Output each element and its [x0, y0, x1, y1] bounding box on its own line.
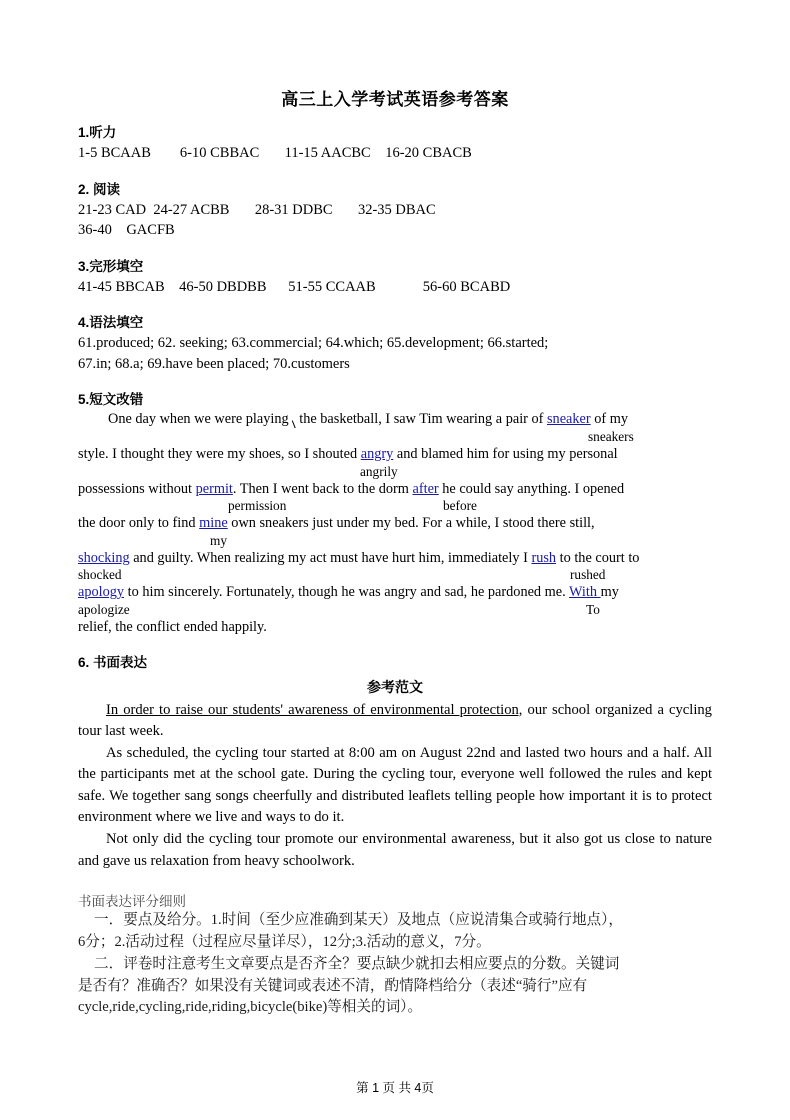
section-heading-grammar: 4.语法填空	[78, 315, 144, 331]
rubric-line-1: 一．要点及给分。1.时间（至少应准确到某天）及地点（应说清集合或骑行地点），	[94, 911, 624, 928]
reading-answers-line-2: 36-40 GACFB	[78, 222, 175, 239]
essay-paragraph-1	[78, 700, 712, 743]
correction-line-5-sub-1: shocked	[78, 567, 122, 583]
correction-line-2-sub: angrily	[360, 463, 398, 479]
essay-paragraph-3-rest: Not only did the cycling tour promote our environmental awareness, but it also got us close to nature and gave us relaxation from heavy schoolwork.	[78, 831, 712, 869]
correction-line-1	[78, 410, 712, 429]
correction-line-7	[78, 618, 712, 637]
correction-line-1-deleted: the	[299, 411, 317, 428]
correction-line-5-subrow	[78, 567, 712, 583]
correction-line-5-post: to the court to	[556, 549, 640, 566]
rubric-line-3: 二．评卷时注意考生文章要点是否齐全？要点缺少就扣去相应要点的分数。关键词	[94, 955, 620, 972]
grammar-answers-line-2: 67.in; 68.a; 69.have been placed; 70.customers	[78, 355, 350, 372]
rubric-line-5: cycle,ride,cycling,ride,riding,bicycle(bike)等相关的词）。	[78, 999, 423, 1016]
correction-line-4-sub: my	[210, 532, 227, 548]
correction-line-2-ins: angry	[360, 446, 394, 463]
correction-passage	[78, 410, 712, 636]
correction-line-3	[78, 480, 712, 499]
correction-line-1-post: of my	[590, 411, 628, 428]
correction-line-2	[78, 445, 712, 464]
reading-answers-line-1: 21-23 CAD 24-27 ACBB 28-31 DDBC 32-35 DBAC	[78, 201, 436, 218]
correction-line-4-post: own sneakers just under my bed. For a while, I stood there still,	[227, 515, 595, 532]
correction-line-7-text: relief, the conflict ended happily.	[78, 618, 267, 635]
cloze-answers: 41-45 BBCAB 46-50 DBDBB 51-55 CCAAB 56-60 BCABD	[78, 278, 511, 295]
correction-line-3-post: he could say anything. I opened	[438, 480, 625, 497]
correction-line-3-pre: possessions without	[78, 480, 196, 497]
correction-line-3-sub-1: permission	[228, 498, 287, 514]
correction-line-5-mid: and guilty. When realizing my act must have hurt him, immediately I	[129, 549, 532, 566]
rubric-line-2: 6分；2.活动过程（过程应尽量详尽），12分;3.活动的意义，7分。	[78, 933, 491, 950]
listening-answers: 1-5 BCAAB 6-10 CBBAC 11-15 AACBC 16-20 CBACB	[78, 145, 472, 161]
correction-line-4-ins: mine	[199, 515, 228, 532]
correction-line-6-sub-2: To	[586, 601, 600, 617]
essay-paragraph-2-rest: As scheduled, the cycling tour started at 8:00 am on August 22nd and lasted two hours and a half. All the participants met at the school gate. During the cycling tour, everyone well followed the rules and kept safe. We together sang songs cheerfully and distributed leaflets telling people how important it is to protect environment where we live and ways to do it.	[78, 745, 712, 825]
section-heading-listening: 1.听力	[78, 125, 117, 140]
correction-line-3-sub-2: before	[443, 498, 477, 514]
correction-line-2-pre: style. I thought they were my shoes, so I shouted	[78, 446, 361, 463]
correction-line-5	[78, 549, 712, 568]
correction-line-4	[78, 514, 712, 533]
correction-line-5-ins: shocking	[78, 549, 130, 566]
section-heading-cloze: 3.完形填空	[78, 258, 144, 274]
correction-line-6-ins-2: With	[569, 584, 601, 601]
correction-line-3-ins-2: after	[412, 480, 439, 497]
correction-line-1-ins: sneaker	[546, 411, 591, 428]
correction-line-2-post: and blamed him for using my personal	[393, 446, 618, 463]
correction-line-4-subrow	[78, 533, 712, 549]
correction-line-1-subrow	[78, 429, 712, 445]
correction-line-6-subrow	[78, 602, 712, 618]
essay-paragraph-1-rest: our school organized a cycling tour last week.	[78, 701, 712, 739]
correction-line-6-mid: to him sincerely. Fortunately, though he was angry and sad, he pardoned me.	[124, 584, 570, 601]
correction-line-5-ins-2: rush	[531, 549, 557, 566]
page-footer: 第 1 页 共 4页	[356, 1081, 434, 1095]
correction-line-2-subrow	[78, 464, 712, 480]
correction-line-6-sub-1: apologize	[78, 601, 130, 617]
grammar-answers-line-1: 61.produced; 62. seeking; 63.commercial; 64.which; 65.development; 66.started;	[78, 335, 549, 352]
correction-line-6-ins: apology	[78, 584, 125, 601]
correction-line-3-mid: . Then I went back to the dorm	[232, 480, 413, 497]
section-heading-correction: 5.短文改错	[78, 392, 144, 408]
section-heading-reading: 2. 阅读	[78, 181, 121, 197]
correction-line-1-sub: sneakers	[588, 429, 634, 445]
page-title: 高三上入学考试英语参考答案	[281, 90, 509, 109]
section-heading-writing: 6. 书面表达	[78, 654, 148, 670]
correction-line-3-ins: permit	[195, 480, 233, 497]
correction-line-4-pre: the door only to find	[78, 515, 200, 532]
correction-line-1-pre: One day when we were playing	[108, 411, 293, 428]
correction-line-1-mid: basketball, I saw Tim wearing a pair of	[316, 411, 547, 428]
essay-paragraph-2	[78, 743, 712, 828]
correction-line-3-subrow	[78, 498, 712, 514]
correction-line-6-post: my	[600, 584, 619, 601]
essay-paragraph-1-underlined: In order to raise our students' awareness of environmental protection,	[106, 701, 523, 718]
correction-line-6	[78, 583, 712, 602]
rubric-line-4: 是否有？准确否？如果没有关键词或表述不清，酌情降档给分（表述“骑行”应有	[78, 977, 588, 994]
sample-essay-title: 参考范文	[367, 678, 423, 695]
essay-paragraph-3	[78, 829, 712, 872]
rubric-heading: 书面表达评分细则	[78, 893, 186, 909]
correction-line-5-sub-2: rushed	[570, 567, 606, 583]
